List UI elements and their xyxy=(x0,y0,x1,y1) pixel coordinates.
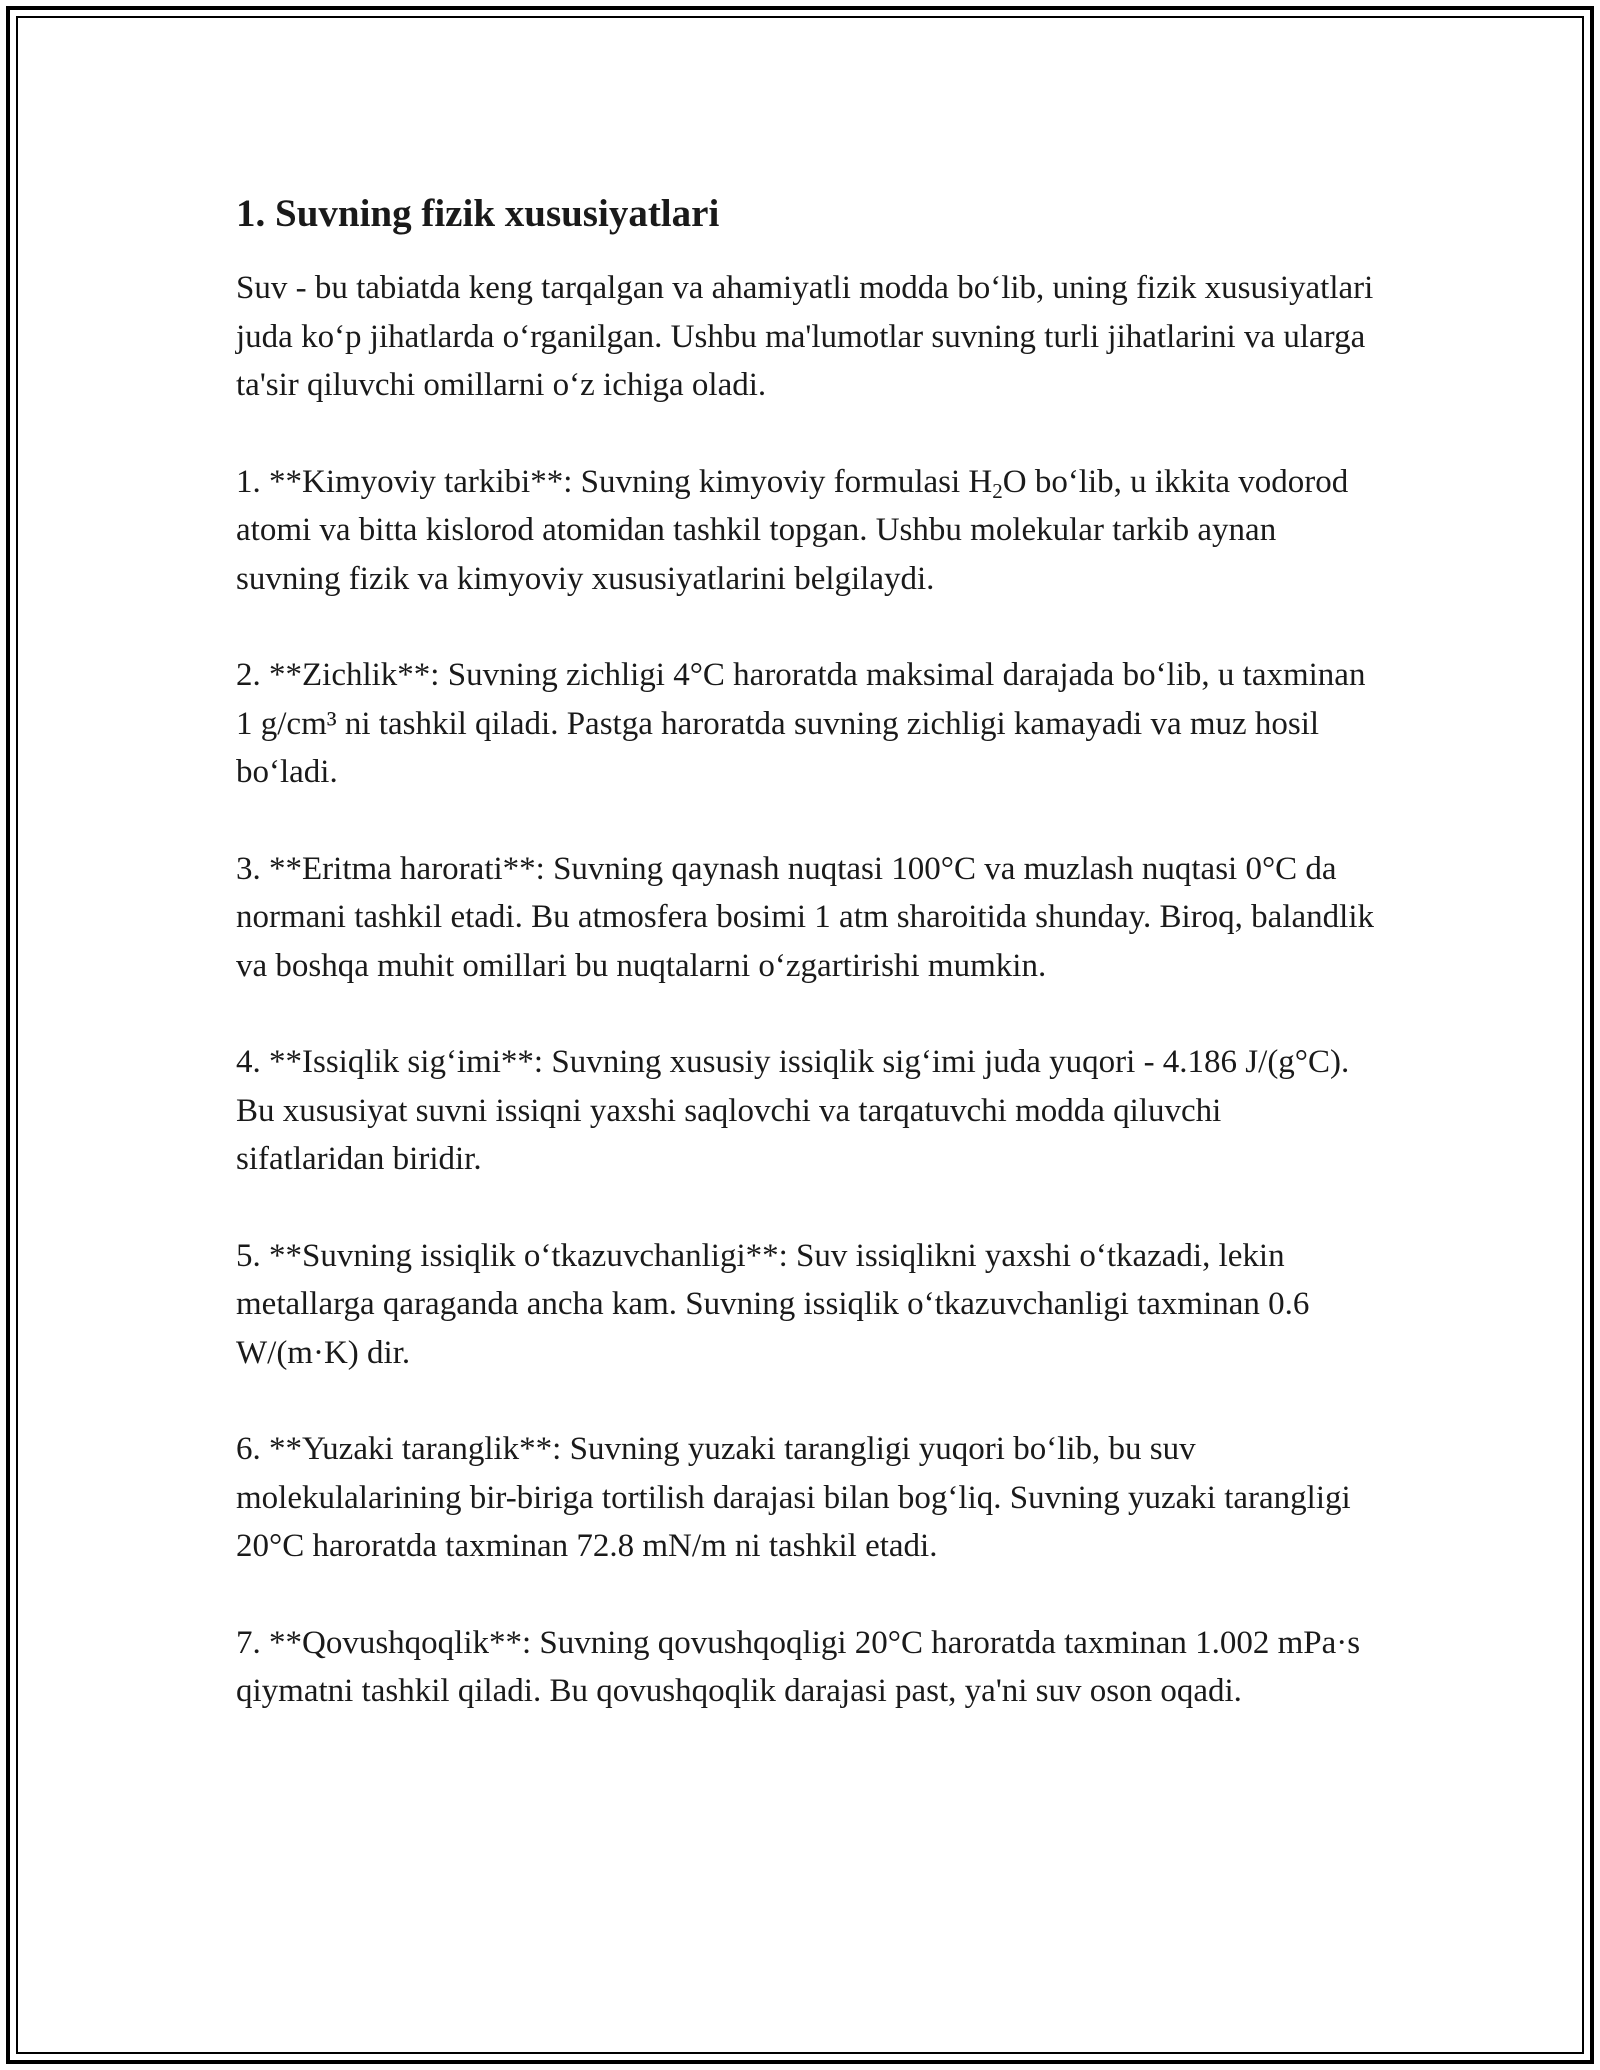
item-text-before-subscript: 1. **Kimyoviy tarkibi**: Suvning kimyoviy formulasi H xyxy=(236,463,993,500)
subscript-two: 2 xyxy=(992,478,1003,503)
intro-paragraph: Suv - bu tabiatda keng tarqalgan va ahamiyatli modda bo‘lib, uning fizik xususiyatlari juda ko‘p jihatlarda o‘rganilgan. Ushbu ma'lumotlar suvning turli jihatlarini va ularga ta'sir qiluvchi omillarni o‘z ichiga oladi. xyxy=(236,270,1374,403)
item-boiling-freezing: 3. **Eritma harorati**: Suvning qaynash nuqtasi 100°C va muzlash nuqtasi 0°C da normani tashkil etadi. Bu atmosfera bosimi 1 atm sharoitida shunday. Biroq, balandlik va boshqa muhit omillari bu nuqtalarni o‘zgartirishi mumkin. xyxy=(236,850,1374,984)
item-heat-capacity: 4. **Issiqlik sig‘imi**: Suvning xususiy issiqlik sig‘imi juda yuqori - 4.186 J/(g°C). Bu xususiyat suvni issiqni yaxshi saqlovchi va tarqatuvchi modda qiluvchi sifatlaridan biridir. xyxy=(236,1044,1350,1177)
item-density: 2. **Zichlik**: Suvning zichligi 4°C haroratda maksimal darajada bo‘lib, u taxminan 1 g/cm³ ni tashkil qiladi. Pastga haroratda suvning zichligi kamayadi va muz hosil bo‘ladi. xyxy=(236,657,1366,790)
item-chemical-composition xyxy=(236,458,1376,604)
document-body xyxy=(236,186,1376,1764)
item-thermal-conductivity: 5. **Suvning issiqlik o‘tkazuvchanligi**: Suv issiqlikni yaxshi o‘tkazadi, lekin metallarga qaraganda ancha kam. Suvning issiqlik o‘tkazuvchanligi taxminan 0.6 W/(m·K) dir. xyxy=(236,1237,1310,1371)
item-viscosity: 7. **Qovushqoqlik**: Suvning qovushqoqligi 20°C haroratda taxminan 1.002 mPa·s qiymatni tashkil qiladi. Bu qovushqoqlik darajasi past, ya'ni suv oson oqadi. xyxy=(236,1624,1361,1709)
section-heading: 1. Suvning fizik xususiyatlari xyxy=(236,192,720,235)
item-surface-tension: 6. **Yuzaki taranglik**: Suvning yuzaki tarangligi yuqori bo‘lib, bu suv molekulalarining bir-biriga tortilish darajasi bilan bog‘liq. Suvning yuzaki tarangligi 20°C haroratda taxminan 72.8 mN/m ni tashkil etadi. xyxy=(236,1431,1351,1564)
item-text-after-subscript: O bo‘lib, u ikkita vodorod atomi va bitta kislorod atomidan tashkil topgan. Ushbu molekular tarkib aynan suvning fizik va kimyoviy xususiyatlarini belgilaydi. xyxy=(236,463,1349,597)
